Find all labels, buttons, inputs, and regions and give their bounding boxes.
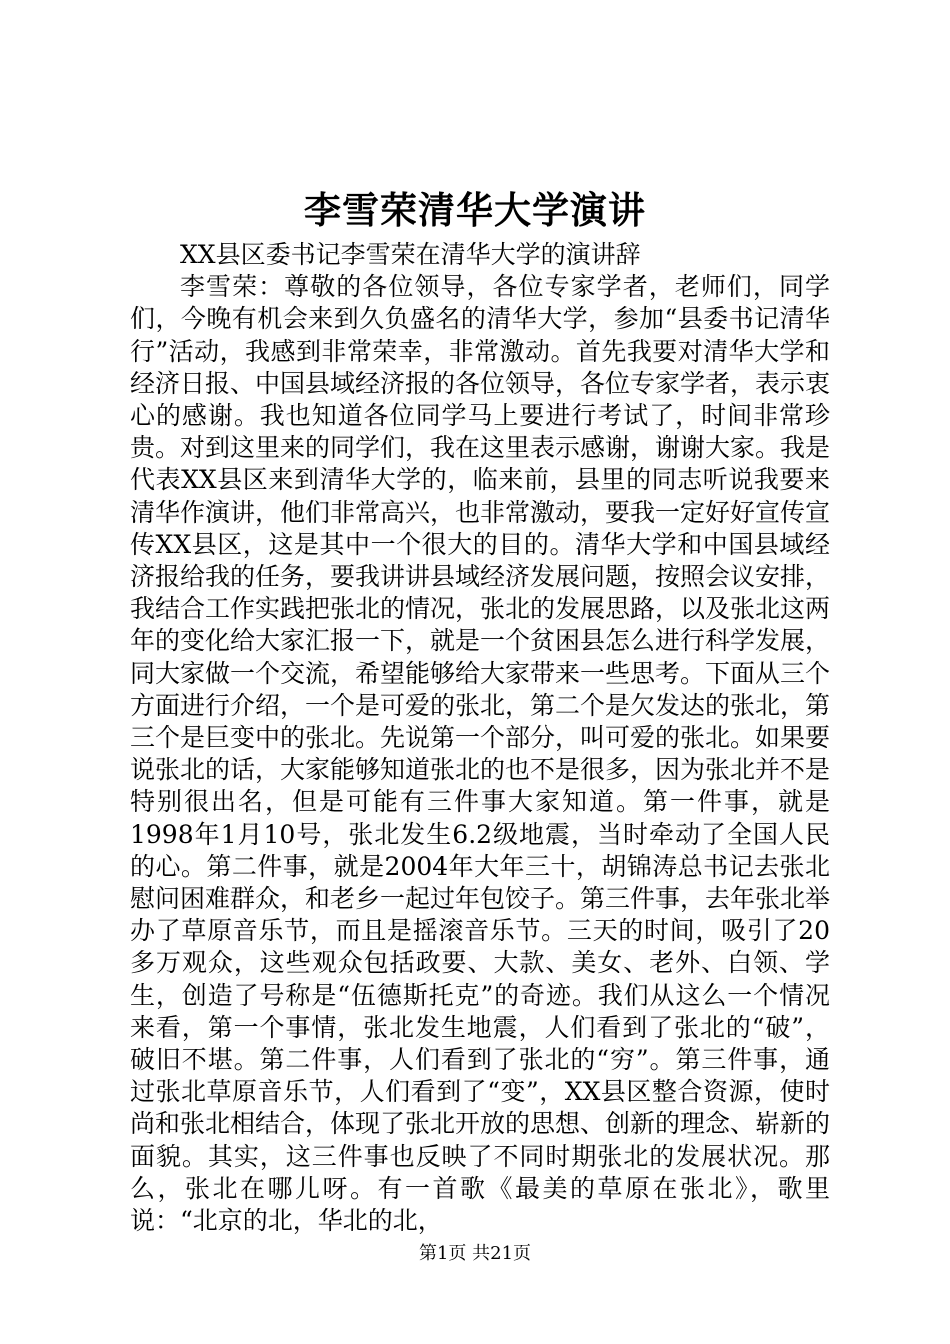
document-body bbox=[130, 239, 830, 1237]
paragraph-speech: 李雪荣：尊敬的各位领导，各位专家学者，老师们，同学们，今晚有机会来到久负盛名的清华大学，参加“县委书记清华行”活动，我感到非常荣幸，非常激动。首先我要对清华大学和经济日报、中国县域经济报的各位领导，各位专家学者，表示衷心的感谢。我也知道各位同学马上要进行考试了，时间非常珍贵。对到这里来的同学们，我在这里表示感谢，谢谢大家。我是代表XX县区来到清华大学的，临来前，县里的同志听说我要来清华作演讲，他们非常高兴，也非常激动，要我一定好好宣传宣传XX县区，这是其中一个很大的目的。清华大学和中国县域经济报给我的任务，要我讲讲县域经济发展问题，按照会议安排，我结合工作实践把张北的情况，张北的发展思路，以及张北这两年的变化给大家汇报一下，就是一个贫困县怎么进行科学发展，同大家做一个交流，希望能够给大家带来一些思考。下面从三个方面进行介绍，一个是可爱的张北，第二个是欠发达的张北，第三个是巨变中的张北。先说第一个部分，叫可爱的张北。如果要说张北的话，大家能够知道张北的也不是很多，因为张北并不是特别很出名，但是可能有三件事大家知道。第一件事，就是1998年1月10号，张北发生6.2级地震，当时牵动了全国人民的心。第二件事，就是2004年大年三十，胡锦涛总书记去张北慰问困难群众，和老乡一起过年包饺子。第三件事，去年张北举办了草原音乐节，而且是摇滚音乐节。三天的时间，吸引了20多万观众，这些观众包括政要、大款、美女、老外、白领、学生，创造了号称是“伍德斯托克”的奇迹。我们从这么一个情况来看，第一个事情，张北发生地震，人们看到了张北的“破”，破旧不堪。第二件事，人们看到了张北的“穷”。第三件事，通过张北草原音乐节，人们看到了“变”，XX县区整合资源，使时尚和张北相结合，体现了张北开放的思想、创新的理念、崭新的面貌。其实，这三件事也反映了不同时期张北的发展状况。那么，张北在哪儿呀。有一首歌《最美的草原在张北》，歌里说：“北京的北，华北的北， bbox=[130, 272, 831, 1236]
paragraph-subtitle: XX县区委书记李雪荣在清华大学的演讲辞 bbox=[180, 240, 641, 269]
page-number-footer: 第1页 共21页 bbox=[418, 1243, 532, 1264]
document-title: 李雪荣清华大学演讲 bbox=[304, 188, 646, 232]
